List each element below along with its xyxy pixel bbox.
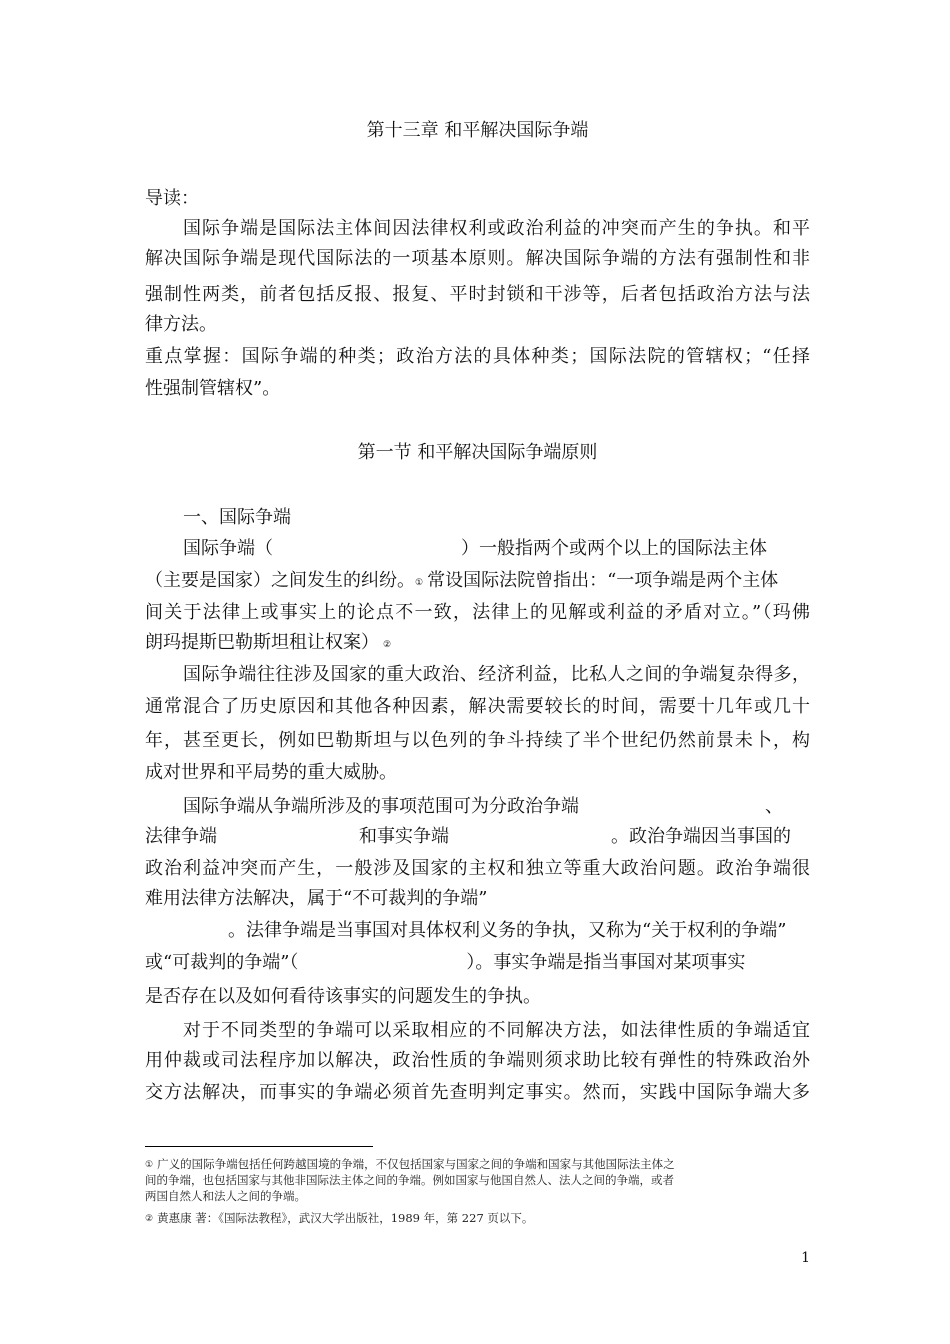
subsection-title: 一、国际争端 bbox=[183, 507, 291, 528]
intro-line: 国际争端是国际法主体间因法律权利或政治利益的冲突而产生的争执。和平 bbox=[183, 218, 810, 239]
text-span: 或“可裁判的争端”（ bbox=[145, 952, 299, 973]
intro-line: 强制性两类，前者包括反报、报复、平时封锁和干涉等，后者包括政治方法与法 bbox=[145, 284, 810, 305]
body-line: 间关于法律上或事实上的论点不一致，法律上的见解或利益的矛盾对立。”（玛佛 bbox=[145, 602, 810, 623]
intro-label: 导读： bbox=[145, 188, 199, 209]
footnote-separator bbox=[145, 1146, 373, 1147]
body-line bbox=[183, 534, 810, 564]
text-span: ）一般指两个或两个以上的国际法主体 bbox=[461, 538, 767, 559]
text-span: 国际争端从争端所涉及的事项范围可为分政治争端 bbox=[183, 796, 579, 817]
key-points-line: 性强制管辖权”。 bbox=[145, 378, 281, 399]
body-line: 成对世界和平局势的重大威胁。 bbox=[145, 762, 397, 783]
text-span: 、 bbox=[765, 796, 783, 817]
body-line: 对于不同类型的争端可以采取相应的不同解决方法，如法律性质的争端适宜 bbox=[183, 1020, 810, 1041]
text-span: ）。事实争端是指当事国对某项事实 bbox=[466, 952, 746, 973]
intro-line: 律方法。 bbox=[145, 314, 217, 335]
footnote-ref[interactable]: ① bbox=[415, 578, 424, 588]
footnote-1 bbox=[145, 1156, 810, 1173]
body-line bbox=[145, 822, 810, 852]
body-line: 政治利益冲突而产生，一般涉及国家的主权和独立等重大政治问题。政治争端很 bbox=[145, 858, 810, 879]
body-line bbox=[183, 792, 810, 822]
body-line: 国际争端往往涉及国家的重大政治、经济利益，比私人之间的争端复杂得多， bbox=[183, 664, 810, 685]
body-line bbox=[145, 628, 810, 660]
body-line bbox=[145, 566, 810, 598]
body-line: 通常混合了历史原因和其他各种因素，解决需要较长的时间，需要十几年或几十 bbox=[145, 696, 810, 717]
footnote-2 bbox=[145, 1210, 810, 1227]
footnote-mark: ② bbox=[145, 1214, 154, 1224]
footnote-text: 黄惠康 著：《国际法教程》，武汉大学出版社，1989 年，第 227 页以下。 bbox=[157, 1211, 534, 1225]
text-span: 国际争端（ bbox=[183, 538, 273, 559]
body-line bbox=[145, 948, 810, 978]
body-line: 。法律争端是当事国对具体权利义务的争执，又称为“关于权利的争端” bbox=[228, 920, 787, 941]
section-title: 第一节 和平解决国际争端原则 bbox=[357, 442, 598, 463]
footnote-1-line: 两国自然人和法人之间的争端。 bbox=[145, 1189, 306, 1203]
text-span: 常设国际法院曾指出：“一项争端是两个主体 bbox=[427, 570, 779, 591]
body-line: 用仲裁或司法程序加以解决，政治性质的争端则须求助比较有弹性的特殊政治外 bbox=[145, 1050, 810, 1071]
page-number: 1 bbox=[801, 1250, 810, 1266]
text-span: 和事实争端 bbox=[359, 826, 449, 847]
body-line: 是否存在以及如何看待该事实的问题发生的争执。 bbox=[145, 986, 541, 1007]
text-span: 朗玛提斯巴勒斯坦租让权案） bbox=[145, 632, 379, 653]
body-line: 交方法解决，而事实的争端必须首先查明判定事实。然而，实践中国际争端大多 bbox=[145, 1082, 810, 1103]
text-span: 。政治争端因当事国的 bbox=[611, 826, 791, 847]
chapter-title: 第十三章 和平解决国际争端 bbox=[366, 120, 589, 141]
body-line: 难用法律方法解决，属于“不可裁判的争端” bbox=[145, 888, 488, 909]
text-span: （主要是国家）之间发生的纠纷。 bbox=[145, 570, 415, 591]
footnote-ref[interactable]: ② bbox=[383, 640, 392, 650]
body-line: 年，甚至更长，例如巴勒斯坦与以色列的争斗持续了半个世纪仍然前景未卜，构 bbox=[145, 730, 810, 751]
footnote-1-line: 间的争端，也包括国家与其他非国际法主体之间的争端。例如国家与他国自然人、法人之间的争端，或者 bbox=[145, 1173, 674, 1187]
text-span: 法律争端 bbox=[145, 826, 217, 847]
footnote-text: 广义的国际争端包括任何跨越国境的争端，不仅包括国家与国家之间的争端和国家与其他国际法主体之 bbox=[157, 1157, 675, 1171]
key-points-line: 重点掌握：国际争端的种类；政治方法的具体种类；国际法院的管辖权；“任择 bbox=[145, 346, 810, 367]
footnote-mark: ① bbox=[145, 1160, 154, 1170]
intro-line: 解决国际争端是现代国际法的一项基本原则。解决国际争端的方法有强制性和非 bbox=[145, 248, 810, 269]
